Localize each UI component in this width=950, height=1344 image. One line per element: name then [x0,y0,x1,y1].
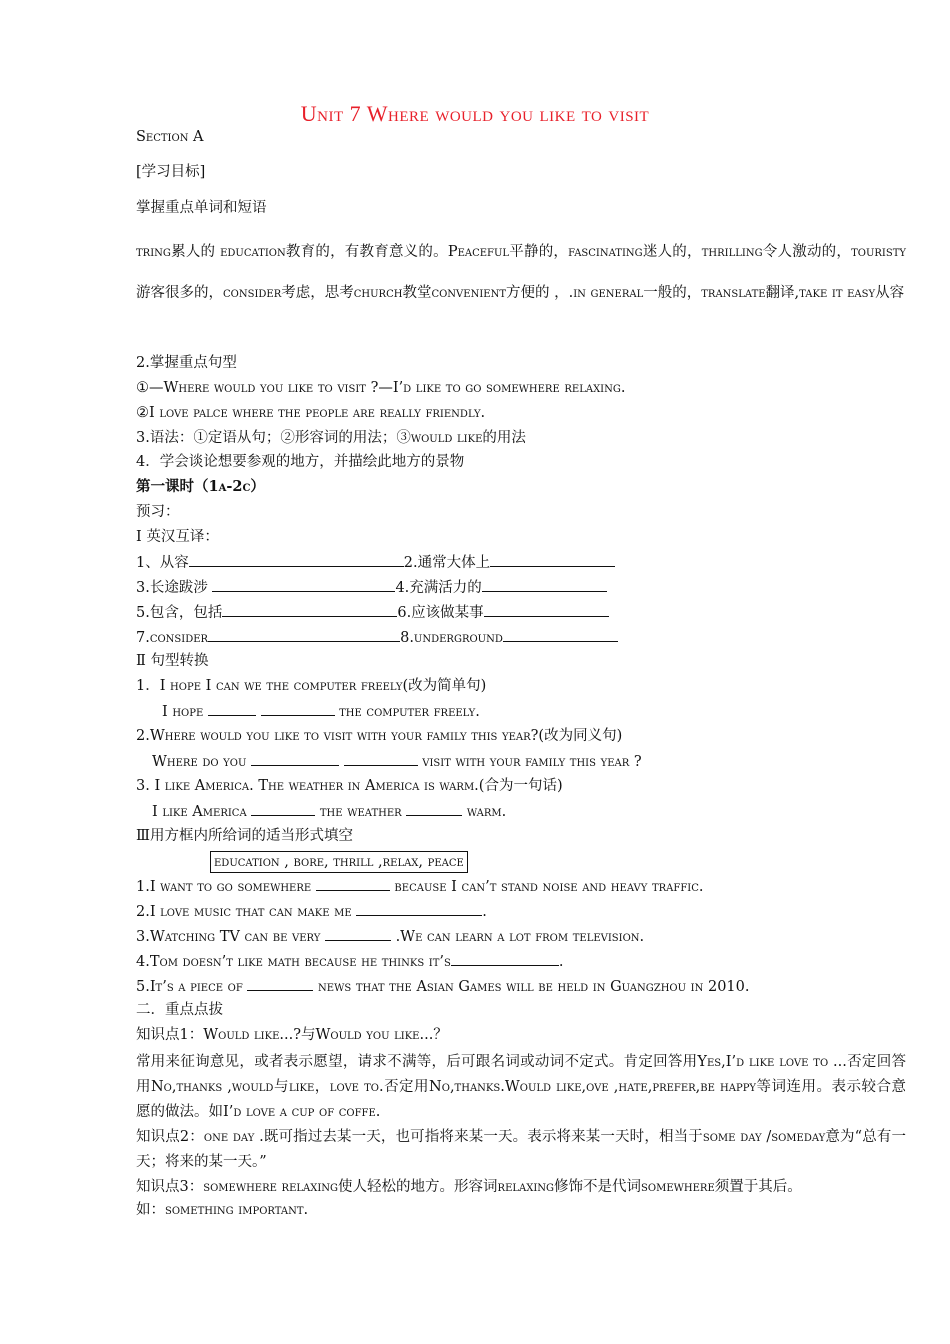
fill-item-5: 5.It’s a piece of news that the Asian Games will be held in Guangzhou in 2010. [136,976,749,997]
goal2-title: 2.掌握重点句型 [136,355,237,371]
key-sentence-2: ②I love palce where the people are really friendly. [136,405,486,421]
blank-line[interactable] [212,577,395,592]
translate-item-5: 5.包含，包括 [136,605,223,621]
translate-item-8: 8.underground [400,630,503,646]
transform-answer-1: I hope the computer freely. [162,701,480,722]
kp2: 知识点2：one day .既可指过去某一天，也可指将来某一天。表示将来某一天时，相当于some day /someday意为“总有一天；将来的某一天。” [136,1129,906,1170]
part1-title: Ⅰ 英汉互译： [136,529,219,545]
blank-line[interactable] [490,552,615,567]
translate-row-1 [136,552,615,573]
translate-item-4: 4.充满活力的 [395,580,482,596]
kp1-body: 常用来征询意见，或者表示愿望，请求不满等，后可跟名词或动词不定式。肯定回答用Yes,I’d like love to ...否定回答用No,thanks ,would与like，love to.否定用No,thanks.Would like,ove ,hate,prefer,be happy等词连用。表示较合意愿的做法。如I’d love a cup of coffe. [136,1054,906,1120]
kp3: 知识点3：somewhere relaxing使人轻松的地方。形容词relaxing修饰不是代词somewhere须置于其后。 [136,1179,802,1195]
translate-item-2: 2.通常大体上 [403,555,491,571]
blank-line[interactable] [503,627,618,642]
blank-line[interactable] [325,926,391,941]
unit-title: Unit 7 Where would you like to visit [300,101,650,126]
kp1-title: 知识点1：Would like...?与Would you like...？ [136,1027,448,1043]
kp3-example: 如：something important. [136,1202,309,1218]
translate-item-6: 6.应该做某事 [397,605,484,621]
blank-line[interactable] [406,801,462,816]
vocab-paragraph: tring累人的 education教育的，有教育意义的。Peaceful平静的，fascinating迷人的，thrilling令人激动的，touristy游客很多的，consider考虑，思考church教堂convenient方便的 ，.in general一般的，translate翻译,take it easy从容 [136,244,906,301]
part2-title: Ⅱ 句型转换 [136,653,209,669]
preview-label: 预习： [136,504,180,520]
part3-title: Ⅲ用方框内所给词的适当形式填空 [136,828,353,844]
translate-row-4 [136,627,618,648]
blank-line[interactable] [344,751,418,766]
blank-line[interactable] [484,602,609,617]
blank-line[interactable] [482,577,607,592]
part-b-title: 二．重点点拔 [136,1002,223,1018]
word-box-row [210,851,468,873]
translate-item-3: 3.长途跋涉 [136,580,213,596]
blank-line[interactable] [247,976,313,991]
transform-question-1: 1．I hope I can we the computer freely(改为简单句) [136,678,487,694]
fill-item-4: 4.Tom doesn’t like math because he thinks it’s . [136,951,564,972]
fill-item-3: 3.Watching TV can be very .We can learn a lot from television. [136,926,644,947]
translate-item-1: 1、从容 [136,555,189,571]
goals-header: [学习目标] [136,164,206,180]
fill-item-2: 2.I love music that can make me . [136,901,487,922]
key-sentence-1: ①—Where would you like to visit ?—I’d like to go somewhere relaxing. [136,380,626,396]
blank-line[interactable] [356,901,482,916]
goal1-title: 掌握重点单词和短语 [136,200,267,216]
blank-line[interactable] [251,751,339,766]
translate-item-7: 7.consider [136,630,209,646]
fill-item-1: 1.I want to go somewhere because I can’t stand noise and heavy traffic. [136,876,704,897]
transform-question-3: 3. I like America. The weather in America is warm.(合为一句话) [136,778,563,794]
blank-line[interactable] [189,552,404,567]
goal3: 3.语法：①定语从句；②形容词的用法；③would like的用法 [136,430,526,446]
translate-row-2 [136,577,607,598]
blank-line[interactable] [316,876,390,891]
lesson-header: 第一课时（1a-2c） [136,478,265,495]
blank-line[interactable] [251,801,315,816]
blank-line[interactable] [208,627,400,642]
blank-line[interactable] [222,602,397,617]
transform-answer-3: I like America the weather warm. [152,801,506,822]
section-label: Section A [136,129,204,145]
blank-line[interactable] [451,951,559,966]
transform-question-2: 2.Where would you like to visit with your family this year?(改为同义句) [136,728,623,744]
goal4: 4．学会谈论想要参观的地方，并描绘此地方的景物 [136,454,465,470]
translate-row-3 [136,602,609,623]
blank-line[interactable] [261,701,335,716]
transform-answer-2: Where do you visit with your family this year ? [152,751,642,772]
blank-line[interactable] [208,701,256,716]
word-box: education , bore, thrill ,relax, peace [210,851,468,873]
